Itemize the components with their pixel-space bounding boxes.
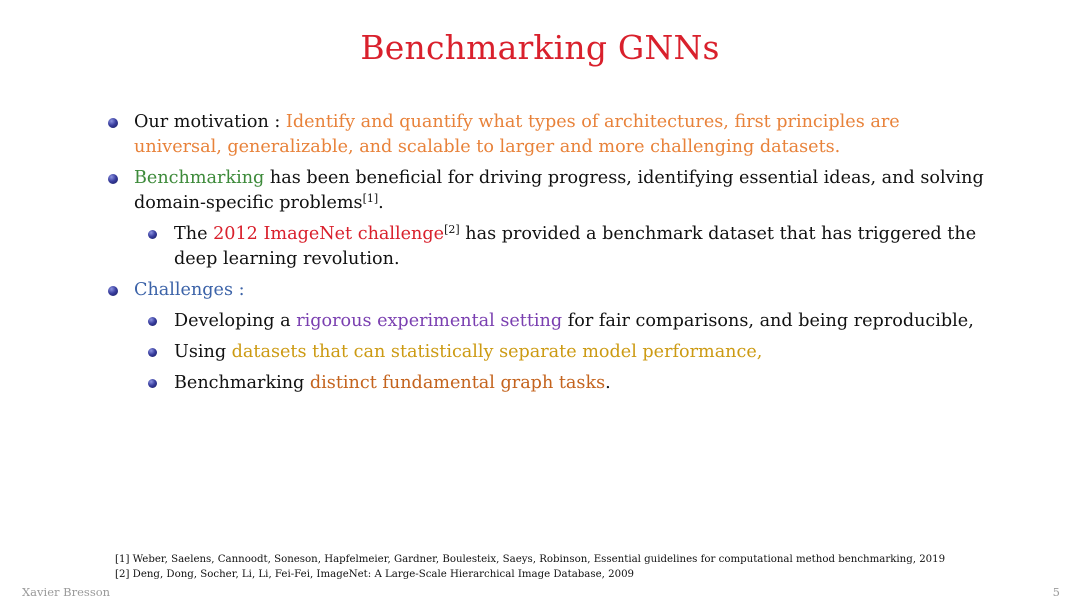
benchmarking-text: has been beneficial for driving progress, identifying essential ideas, and solving domain-specific problems: [134, 168, 984, 213]
author-name: Xavier Bresson: [22, 585, 111, 599]
challenge-highlight: rigorous experimental setting: [296, 311, 563, 331]
challenge-post: for fair comparisons, and being reproducible,: [567, 311, 974, 331]
footnote-2: [2] Deng, Dong, Socher, Li, Li, Fei-Fei, ImageNet: A Large-Scale Hierarchical Image Database, 2009: [115, 568, 635, 580]
imagenet-pre: The: [174, 224, 208, 244]
reference-2: [2]: [444, 223, 460, 236]
bullet-benchmarking: [106, 166, 986, 216]
challenge-pre: Using: [174, 342, 227, 362]
challenge-item-datasets: [106, 340, 986, 365]
imagenet-highlight: 2012 ImageNet challenge: [213, 224, 445, 244]
bullet-icon: [148, 379, 157, 388]
imagenet-text: has provided a benchmark dataset that has triggered the deep learning revolution.: [174, 224, 977, 269]
bullet-icon: [148, 230, 157, 239]
bullet-challenges: [106, 278, 986, 303]
challenge-pre: Developing a: [174, 311, 291, 331]
footnote-1: [1] Weber, Saelens, Cannoodt, Soneson, Hapfelmeier, Gardner, Boulesteix, Saeys, Robinson, Essential guidelines for computational method benchmarking, 2019: [115, 554, 946, 565]
bullet-icon: [108, 118, 118, 128]
challenge-item-tasks: [106, 371, 986, 396]
benchmarking-end: .: [378, 193, 384, 213]
challenge-pre: Benchmarking: [174, 373, 305, 393]
bullet-icon: [148, 348, 157, 357]
benchmarking-highlight: Benchmarking: [134, 168, 265, 188]
motivation-label: Our motivation :: [134, 112, 281, 132]
challenge-highlight: distinct fundamental graph tasks: [309, 373, 606, 393]
footnotes: [115, 553, 945, 582]
page-number: 5: [1052, 585, 1060, 599]
bullet-icon: [108, 174, 118, 184]
challenge-highlight: datasets that can statistically separate model performance,: [231, 342, 763, 362]
challenge-post: .: [605, 373, 611, 393]
motivation-highlight: Identify and quantify what types of architectures, first principles are universal, generalizable, and scalable to larger and more challenging datasets.: [134, 112, 900, 157]
bullet-list: [106, 110, 986, 402]
bullet-motivation: [106, 110, 986, 160]
slide-title: Benchmarking GNNs: [360, 28, 720, 67]
reference-1: [1]: [362, 192, 379, 205]
bullet-imagenet: [106, 222, 986, 272]
challenge-item-setting: [106, 309, 986, 334]
bullet-icon: [108, 286, 118, 296]
bullet-icon: [148, 317, 157, 326]
challenges-label: Challenges :: [134, 280, 245, 300]
